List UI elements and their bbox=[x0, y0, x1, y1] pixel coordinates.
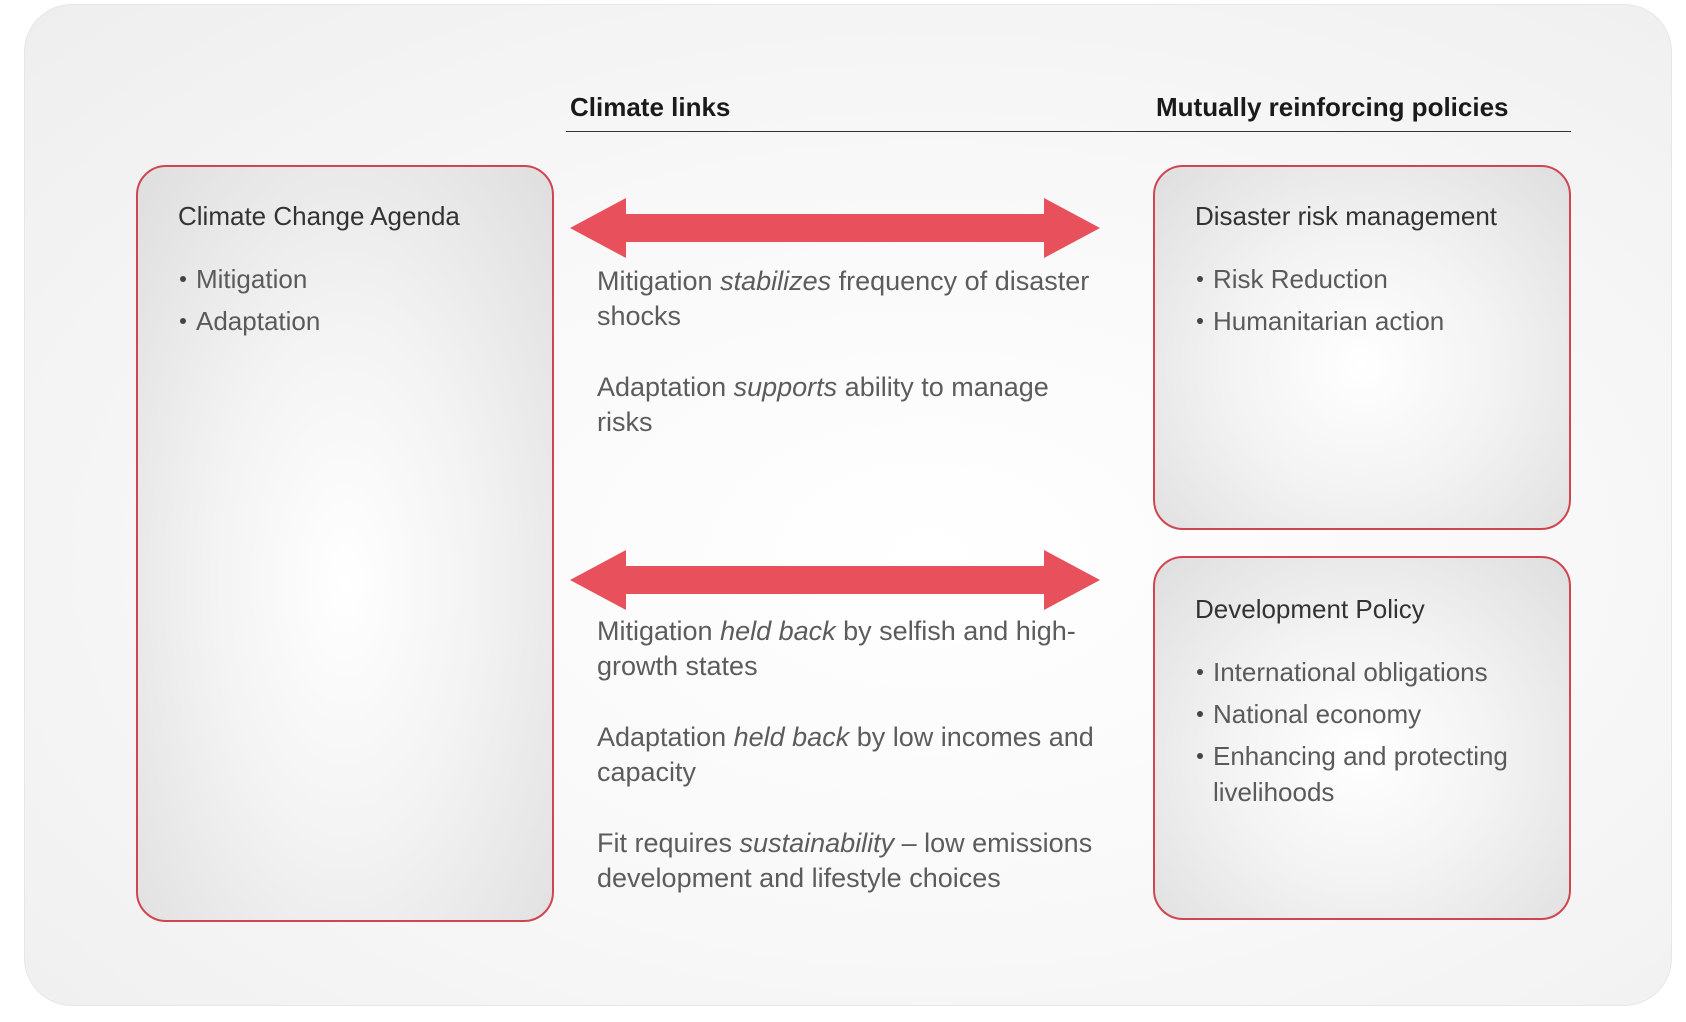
double-arrow-top bbox=[570, 198, 1100, 258]
disaster-title: Disaster risk management bbox=[1195, 201, 1497, 231]
development-policy-box bbox=[1153, 556, 1571, 920]
development-list bbox=[1195, 654, 1545, 816]
link-text: Fit requires sustainability – low emissions development and lifestyle choices bbox=[597, 828, 1093, 893]
development-title: Development Policy bbox=[1195, 594, 1425, 624]
development-item: Enhancing and protecting livelihoods bbox=[1195, 738, 1545, 810]
double-arrow-shape bbox=[570, 198, 1100, 258]
header-divider bbox=[566, 131, 1571, 132]
disaster-list bbox=[1195, 261, 1444, 345]
link-text: Adaptation supports ability to manage risks bbox=[597, 372, 1049, 437]
development-item: International obligations bbox=[1195, 654, 1545, 690]
development-item: National economy bbox=[1195, 696, 1545, 732]
agenda-title: Climate Change Agenda bbox=[178, 201, 460, 231]
double-arrow-shape bbox=[570, 550, 1100, 610]
disaster-risk-management-box bbox=[1153, 165, 1571, 530]
link-text: Mitigation stabilizes frequency of disaster shocks bbox=[597, 266, 1090, 331]
climate-change-agenda-box bbox=[136, 165, 554, 922]
climate-links-header: Climate links bbox=[570, 92, 731, 122]
link-text: Mitigation held back by selfish and high-growth states bbox=[597, 616, 1076, 681]
agenda-item: Adaptation bbox=[178, 303, 320, 339]
link-text: Adaptation held back by low incomes and capacity bbox=[597, 722, 1094, 787]
double-arrow-bottom bbox=[570, 550, 1100, 610]
policies-header: Mutually reinforcing policies bbox=[1156, 92, 1509, 122]
agenda-item: Mitigation bbox=[178, 261, 320, 297]
disaster-item: Risk Reduction bbox=[1195, 261, 1444, 297]
agenda-list bbox=[178, 261, 320, 345]
disaster-item: Humanitarian action bbox=[1195, 303, 1444, 339]
